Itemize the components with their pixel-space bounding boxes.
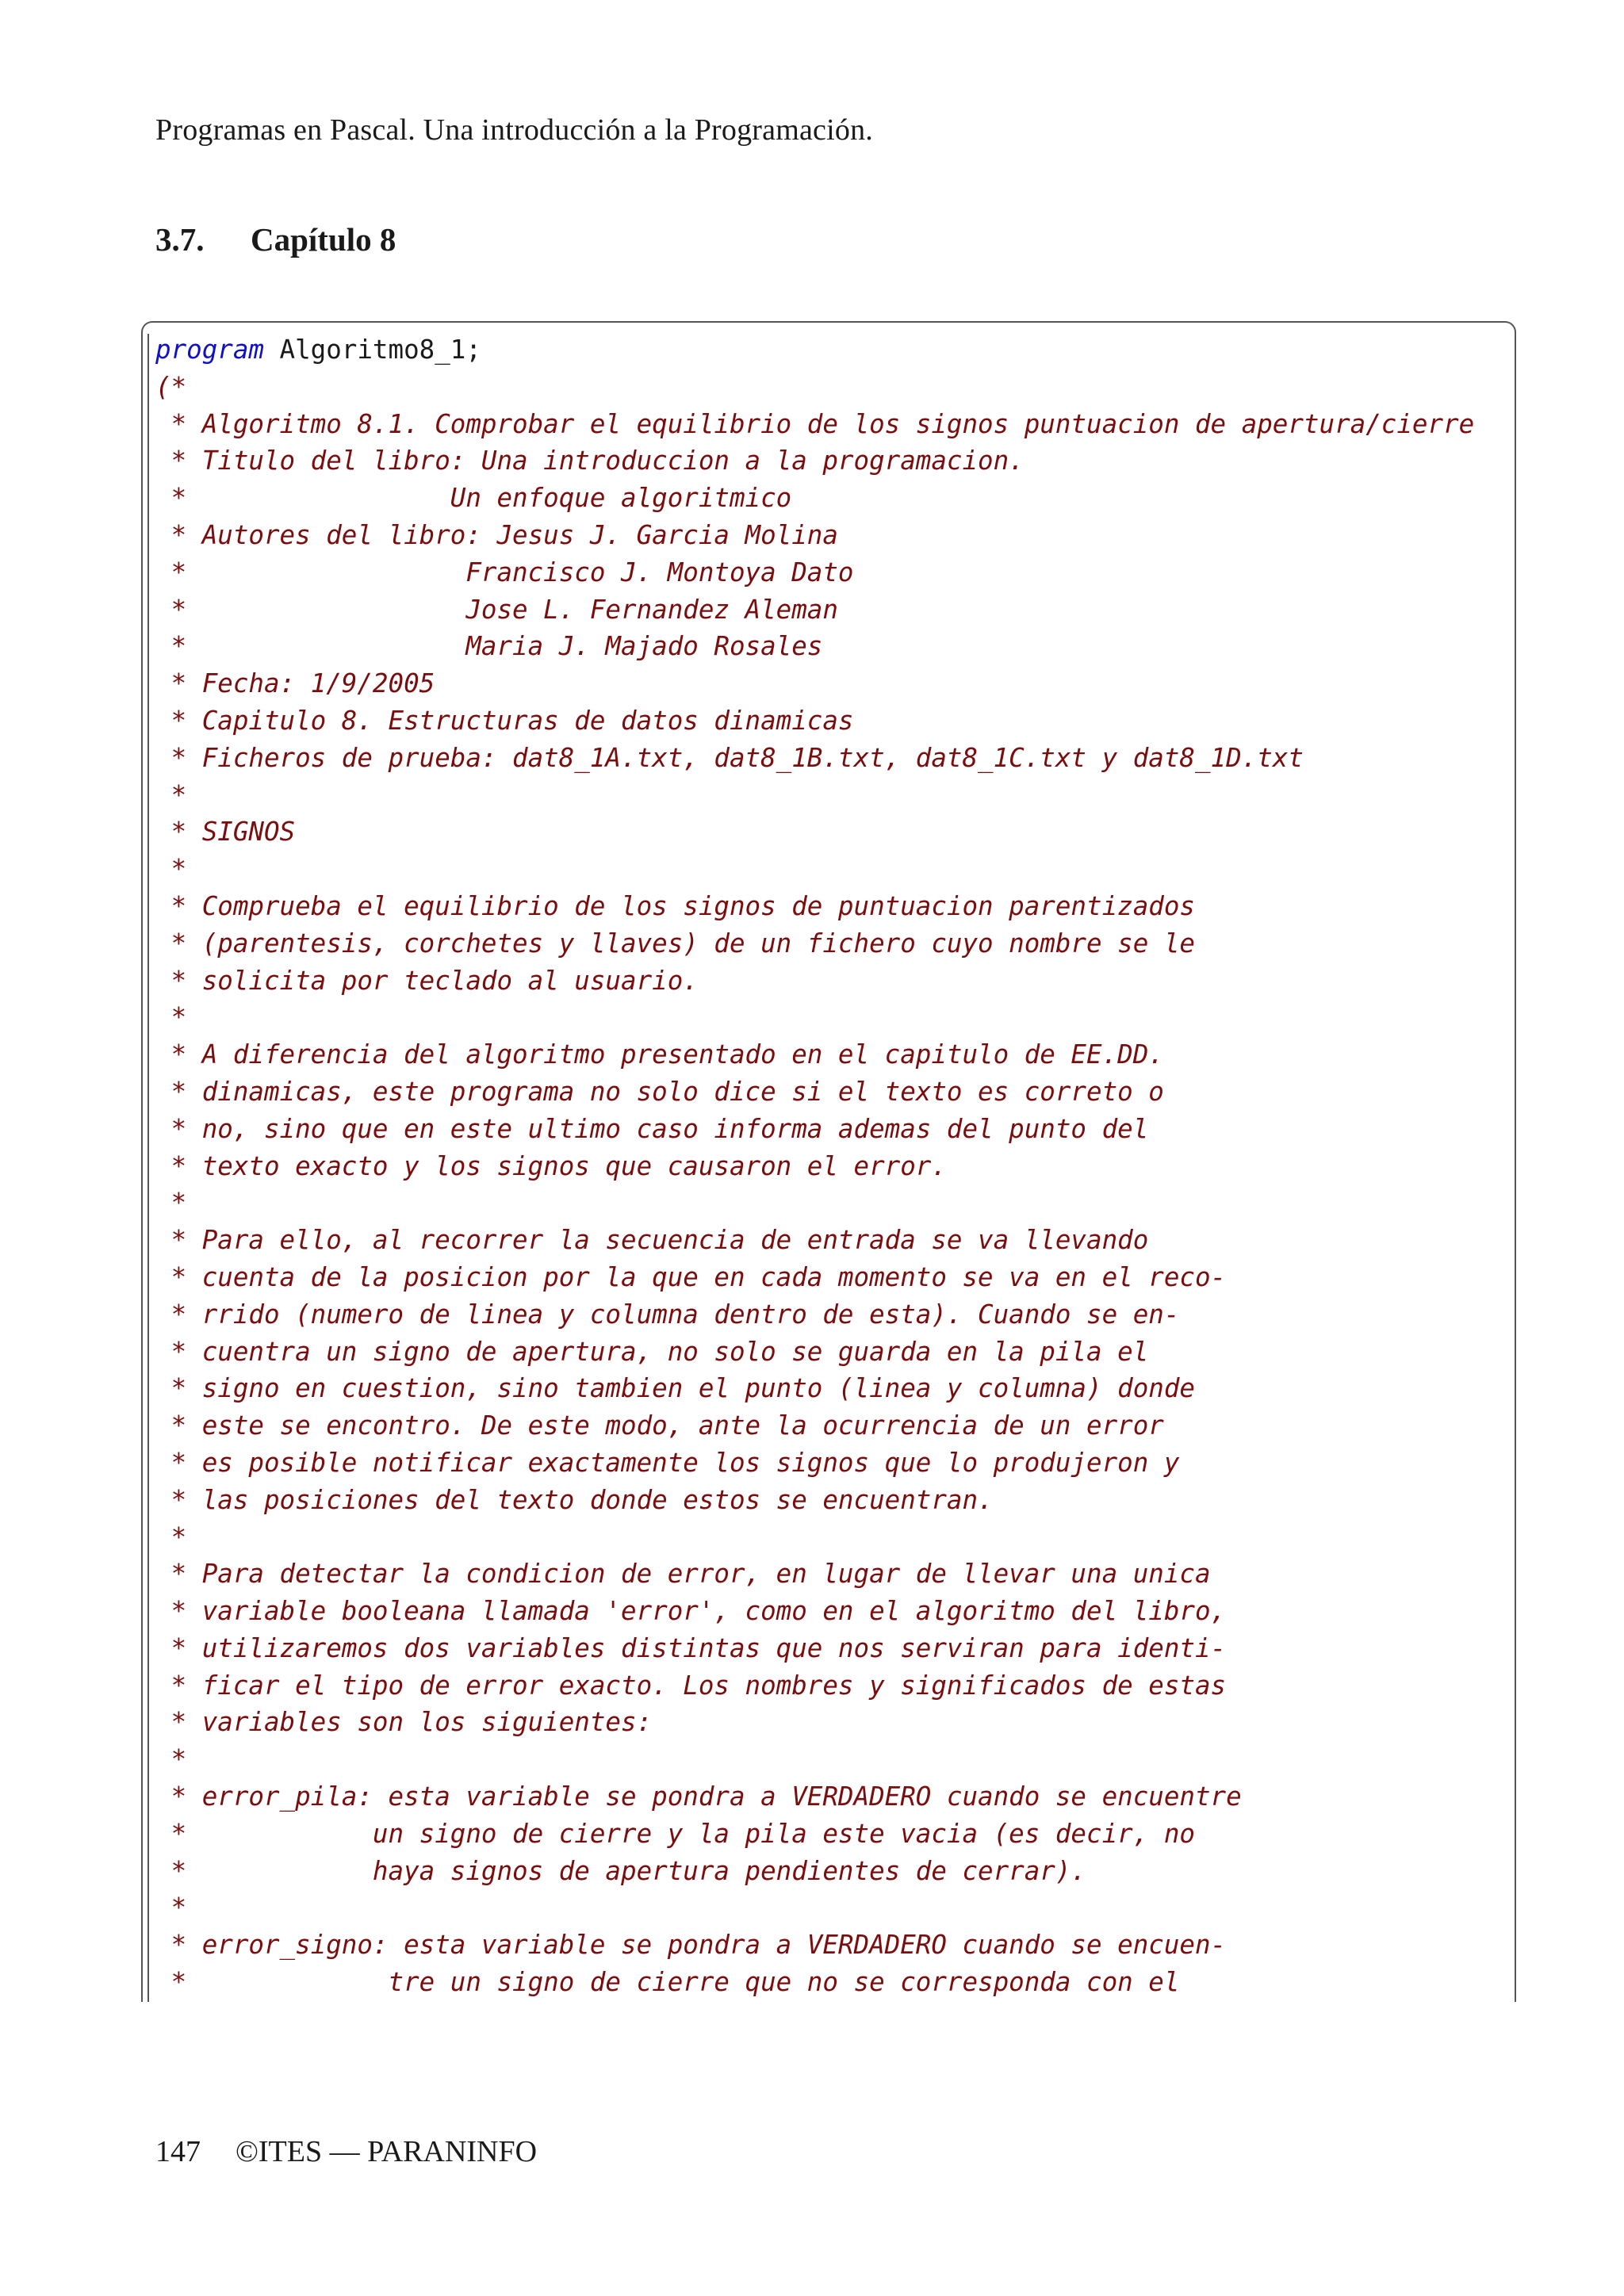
- code-comment-line: * es posible notificar exactamente los signos que lo produjeron y: [155, 1447, 1180, 1478]
- code-program-name: Algoritmo8_1;: [263, 335, 481, 365]
- code-comment-line: * signo en cuestion, sino tambien el punto (linea y columna) donde: [155, 1373, 1195, 1404]
- code-comment-line: * dinamicas, este programa no solo dice si el texto es correto o: [155, 1076, 1164, 1107]
- code-comment-line: * Un enfoque algoritmico: [155, 483, 792, 514]
- code-comment-line: * texto exacto y los signos que causaron el error.: [155, 1150, 947, 1181]
- code-comment-line: * cuenta de la posicion por la que en cada momento se va en el reco-: [155, 1261, 1227, 1292]
- code-comment-line: * A diferencia del algoritmo presentado en el capitulo de EE.DD.: [155, 1039, 1164, 1070]
- code-comment-line: * Algoritmo 8.1. Comprobar el equilibrio de los signos puntuacion de apertura/cierre: [155, 408, 1475, 439]
- code-comment-line: * Para ello, al recorrer la secuencia de entrada se va llevando: [155, 1225, 1149, 1256]
- code-comment-line: * ficar el tipo de error exacto. Los nombres y significados de estas: [155, 1670, 1227, 1701]
- code-keyword-program: program: [155, 335, 264, 365]
- code-comment-line: * solicita por teclado al usuario.: [155, 965, 699, 996]
- section-number: 3.7.: [155, 221, 205, 258]
- code-comment-line: * las posiciones del texto donde estos se encuentran.: [155, 1484, 994, 1515]
- code-comment-line: * no, sino que en este ultimo caso informa ademas del punto del: [155, 1113, 1149, 1144]
- code-comment-line: * Ficheros de prueba: dat8_1A.txt, dat8_1B.txt, dat8_1C.txt y dat8_1D.txt: [155, 742, 1304, 773]
- code-comment-line: * rrido (numero de linea y columna dentro de esta). Cuando se en-: [155, 1299, 1180, 1330]
- code-comment-line: (*: [155, 371, 187, 402]
- code-comment-line: * utilizaremos dos variables distintas que nos serviran para identi-: [155, 1632, 1227, 1663]
- code-comment-line: *: [155, 1188, 187, 1219]
- code-line-program: [155, 331, 1474, 369]
- code-comment-line: * Francisco J. Montoya Dato: [155, 557, 854, 587]
- code-comment-line: * un signo de cierre y la pila este vacia (es decir, no: [155, 1818, 1195, 1849]
- code-comment-line: * Para detectar la condicion de error, en lugar de llevar una unica: [155, 1559, 1211, 1590]
- code-comment-line: * tre un signo de cierre que no se corresponda con el: [155, 1967, 1180, 1998]
- code-comment-line: *: [155, 779, 187, 810]
- code-comment-line: * variables son los siguientes:: [155, 1707, 653, 1738]
- page-number: 147: [155, 2135, 201, 2168]
- code-comment-line: * Comprueba el equilibrio de los signos de puntuacion parentizados: [155, 890, 1195, 921]
- code-comment-line: * Capitulo 8. Estructuras de datos dinamicas: [155, 705, 854, 736]
- code-comment-line: *: [155, 854, 187, 885]
- code-comment-line: * SIGNOS: [155, 817, 296, 848]
- code-comment-line: *: [155, 1892, 187, 1923]
- code-comment-line: *: [155, 1002, 187, 1033]
- running-header: Programas en Pascal. Una introducción a la Programación.: [155, 113, 873, 147]
- code-listing: [155, 331, 1474, 2001]
- section-title: Capítulo 8: [251, 221, 396, 258]
- code-comment-line: * Titulo del libro: Una introduccion a la programacion.: [155, 446, 1025, 476]
- code-comment-line: * Autores del libro: Jesus J. Garcia Molina: [155, 519, 838, 550]
- code-comment-block: [155, 369, 1474, 2001]
- code-comment-line: * Maria J. Majado Rosales: [155, 631, 823, 662]
- code-comment-line: * (parentesis, corchetes y llaves) de un fichero cuyo nombre se le: [155, 928, 1195, 959]
- section-heading: [155, 220, 396, 258]
- code-comment-line: * variable booleana llamada 'error', como en el algoritmo del libro,: [155, 1596, 1227, 1627]
- code-comment-line: * haya signos de apertura pendientes de cerrar).: [155, 1855, 1086, 1886]
- code-comment-line: * este se encontro. De este modo, ante la ocurrencia de un error: [155, 1410, 1164, 1441]
- code-comment-line: * Fecha: 1/9/2005: [155, 668, 435, 699]
- page-footer: [155, 2134, 537, 2169]
- code-comment-line: * error_pila: esta variable se pondra a VERDADERO cuando se encuentre: [155, 1781, 1242, 1812]
- code-comment-line: *: [155, 1744, 187, 1775]
- code-comment-line: * Jose L. Fernandez Aleman: [155, 594, 838, 625]
- copyright-notice: ©ITES — PARANINFO: [236, 2135, 538, 2168]
- code-comment-line: * cuentra un signo de apertura, no solo se guarda en la pila el: [155, 1336, 1149, 1367]
- code-comment-line: * error_signo: esta variable se pondra a VERDADERO cuando se encuen-: [155, 1930, 1227, 1961]
- code-comment-line: *: [155, 1521, 187, 1552]
